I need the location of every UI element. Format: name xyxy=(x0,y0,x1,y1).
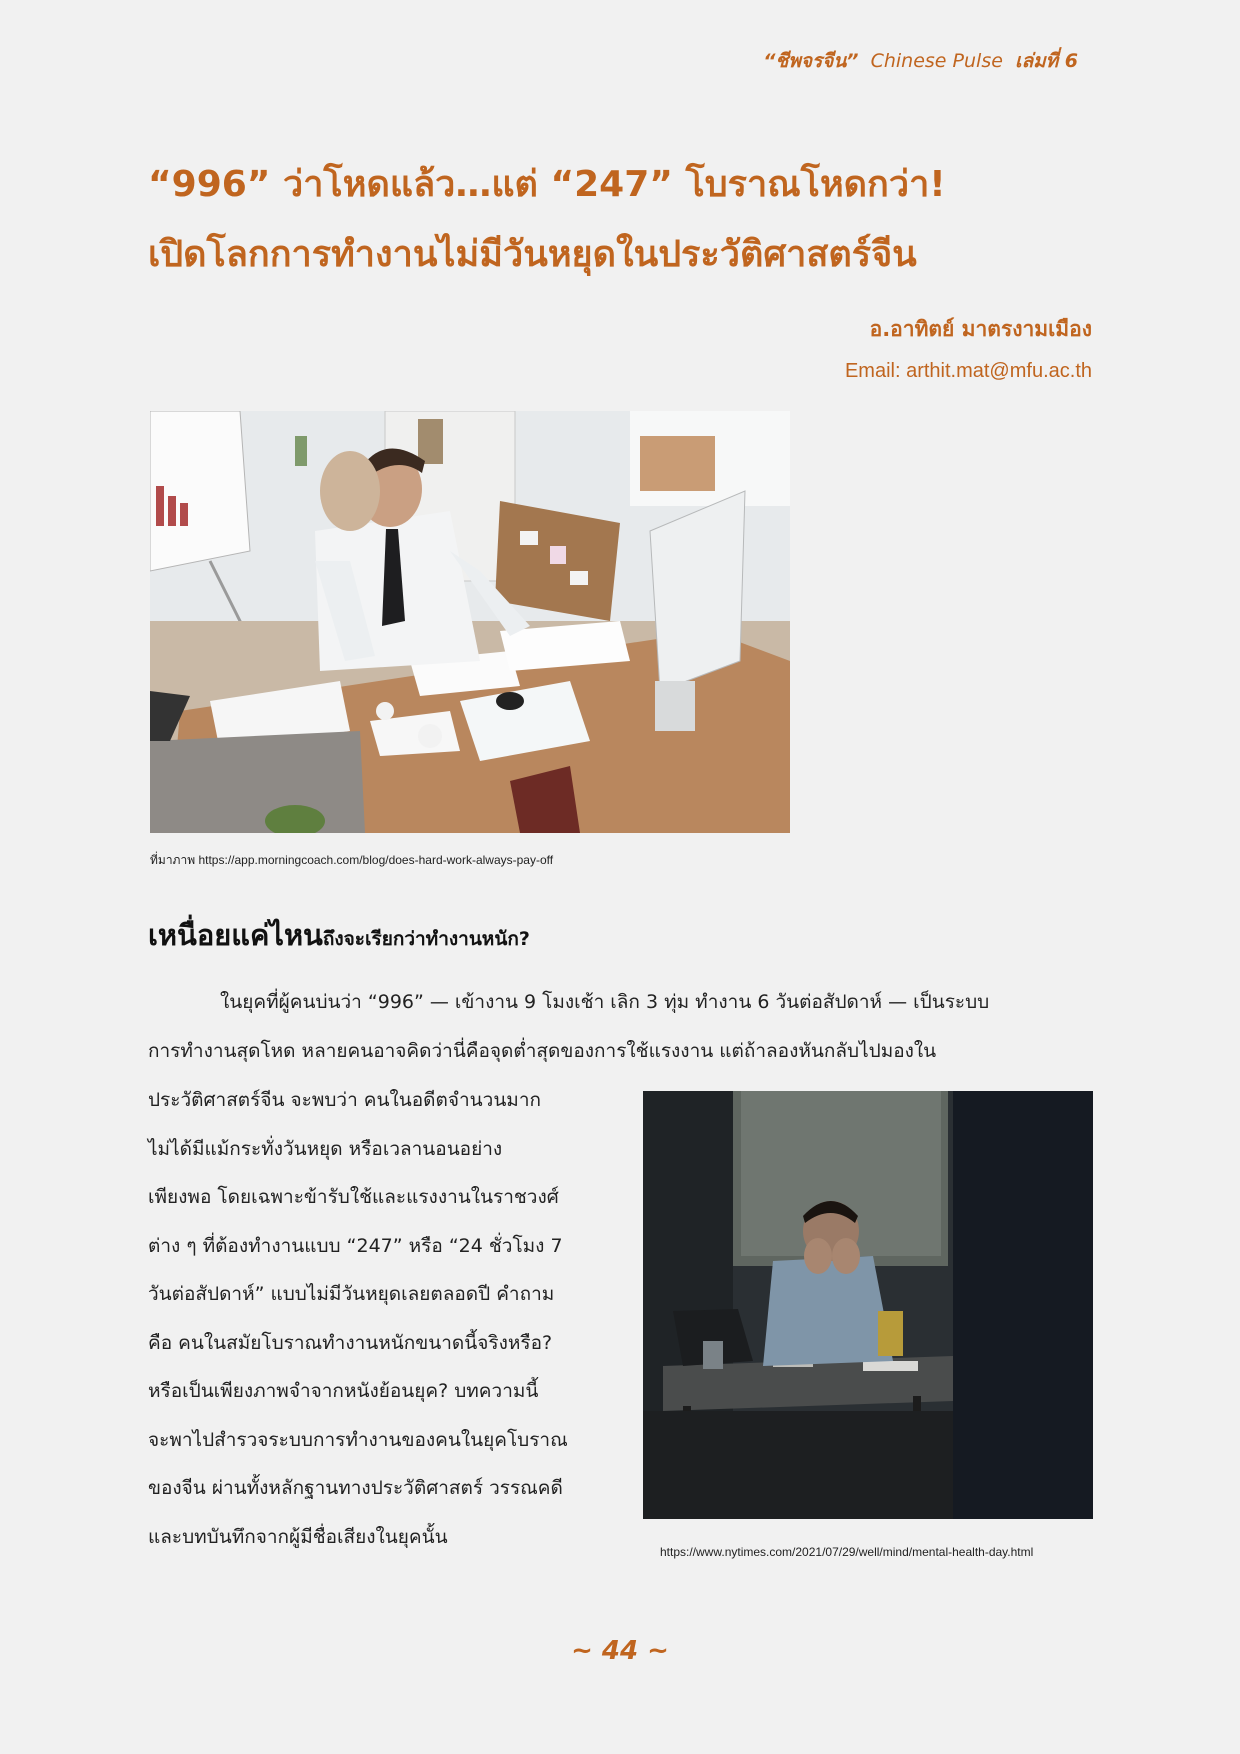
column-line: ต่าง ๆ ที่ต้องทำงานแบบ “247” หรือ “24 ชั่วโมง 7 xyxy=(148,1234,563,1257)
header-series: Chinese Pulse xyxy=(870,50,1003,72)
intro-paragraph xyxy=(148,978,1093,1076)
column-line: ไม่ได้มีแม้กระทั่งวันหยุด หรือเวลานอนอย่าง xyxy=(148,1137,503,1160)
intro-line-1: ในยุคที่ผู้คนบ่นว่า “996” — เข้างาน 9 โมงเช้า เลิก 3 ทุ่ม ทำงาน 6 วันต่อสัปดาห์ — เป็นระบบ xyxy=(220,991,990,1013)
page-number: ~ 44 ~ xyxy=(571,1636,669,1666)
section-heading xyxy=(148,912,530,958)
photo1-caption-prefix: ที่มาภาพ xyxy=(150,853,196,867)
office-worker-illustration xyxy=(150,411,790,833)
header-brand: “ชีพจรจีน” xyxy=(763,50,859,72)
column-line: จะพาไปสำรวจระบบการทำงานของคนในยุคโบราณ xyxy=(148,1428,568,1451)
running-header xyxy=(763,46,1078,76)
author-email: Email: arthit.mat@mfu.ac.th xyxy=(844,360,1092,382)
article-title xyxy=(148,150,1108,290)
photo2-source-link[interactable]: https://www.nytimes.com/2021/07/29/well/mind/mental-health-day.html xyxy=(660,1545,1034,1559)
header-issue: เล่มที่ 6 xyxy=(1014,50,1078,72)
section-heading-main: เหนื่อยแค่ไหน xyxy=(148,918,323,952)
column-line: เพียงพอ โดยเฉพาะข้ารับใช้และแรงงานในราชวงศ์ xyxy=(148,1186,559,1208)
column-line: ประวัติศาสตร์จีน จะพบว่า คนในอดีตจำนวนมาก xyxy=(148,1089,542,1111)
column-line: วันต่อสัปดาห์” แบบไม่มีวันหยุดเลยตลอดปี คำถาม xyxy=(148,1283,555,1305)
office-worker-photo xyxy=(150,411,790,833)
stressed-worker-photo xyxy=(643,1091,1093,1519)
photo1-caption xyxy=(150,851,553,870)
column-line: และบทบันทึกจากผู้มีชื่อเสียงในยุคนั้น xyxy=(148,1525,448,1548)
section-heading-sub: ถึงจะเรียกว่าทำงานหนัก? xyxy=(322,928,530,950)
column-line: คือ คนในสมัยโบราณทำงานหนักขนาดนี้จริงหรือ? xyxy=(148,1331,553,1354)
title-line-1: “996” ว่าโหดแล้ว…แต่ “247” โบราณโหดกว่า! xyxy=(148,164,946,205)
intro-line-2: การทำงานสุดโหด หลายคนอาจคิดว่านี่คือจุดต่ำสุดของการใช้แรงงาน แต่ถ้าลองหันกลับไปมองใน xyxy=(148,1040,937,1062)
column-line: หรือเป็นเพียงภาพจำจากหนังย้อนยุค? บทความนี้ xyxy=(148,1380,539,1402)
photo1-source-link[interactable]: https://app.morningcoach.com/blog/does-hard-work-always-pay-off xyxy=(198,853,554,867)
column-paragraph xyxy=(148,1076,628,1561)
title-line-2: เปิดโลกการทำงานไม่มีวันหยุดในประวัติศาสตร์จีน xyxy=(148,234,917,275)
column-line: ของจีน ผ่านทั้งหลักฐานทางประวัติศาสตร์ วรรณคดี xyxy=(148,1477,563,1499)
author-name: อ.อาทิตย์ มาตรงามเมือง xyxy=(869,317,1092,341)
stressed-worker-illustration xyxy=(643,1091,1093,1519)
